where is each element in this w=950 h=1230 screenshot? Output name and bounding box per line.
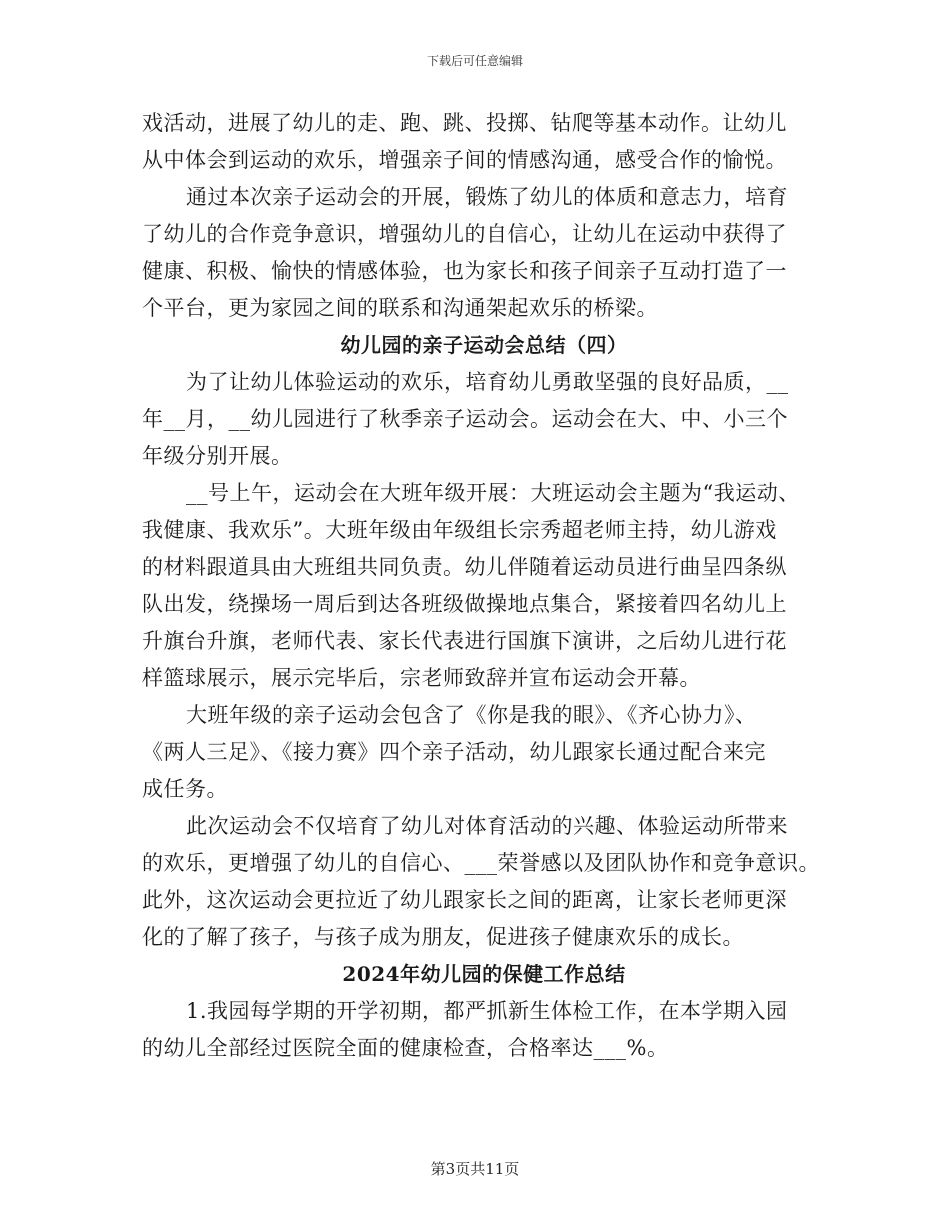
text-line: 健康、积极、愉快的情感体验，也为家长和孩子间亲子互动打造了一 xyxy=(142,259,787,283)
paragraph-start: 此次运动会不仅培育了幼儿对体育活动的兴趣、体验运动所带来 xyxy=(186,814,788,838)
paragraph-start: 为了让幼儿体验运动的欢乐，培育幼儿勇敢坚强的良好品质，__ xyxy=(186,370,789,394)
paragraph-start: 1.我园每学期的开学初期，都严抓新生体检工作，在本学期入园 xyxy=(186,999,788,1023)
text-line: 的欢乐，更增强了幼儿的自信心、___荣誉感以及团队协作和竞争意识。 xyxy=(142,851,820,875)
text-line: 个平台，更为家园之间的联系和沟通架起欢乐的桥梁。 xyxy=(142,296,658,320)
text-line: 《两人三足》、《接力赛》四个亲子活动，幼儿跟家长通过配合来完 xyxy=(142,740,766,764)
paragraph-start: __号上午，运动会在大班年级开展：大班运动会主题为“我运动、 xyxy=(186,481,800,505)
text-line: 年级分别开展。 xyxy=(142,444,293,468)
text-line: 升旗台升旗，老师代表、家长代表进行国旗下演讲，之后幼儿进行花 xyxy=(142,629,787,653)
paragraph-start: 大班年级的亲子运动会包含了《你是我的眼》、《齐心协力》、 xyxy=(186,703,757,727)
text-line: 样篮球展示，展示完毕后，宗老师致辞并宣布运动会开幕。 xyxy=(142,666,701,690)
section-title: 2024年幼儿园的保健工作总结 xyxy=(342,962,626,986)
text-line: 的幼儿全部经过医院全面的健康检查，合格率达___%。 xyxy=(142,1036,669,1060)
text-line: 年__月，__幼儿园进行了秋季亲子运动会。运动会在大、中、小三个 xyxy=(142,407,788,431)
text-line: 戏活动，进展了幼儿的走、跑、跳、投掷、钻爬等基本动作。让幼儿 xyxy=(142,111,787,135)
text-line: 的材料跟道具由大班组共同负责。幼儿伴随着运动员进行曲呈四条纵 xyxy=(142,555,787,579)
page-header: 下载后可任意编辑 xyxy=(426,54,523,68)
text-line: 此外，这次运动会更拉近了幼儿跟家长之间的距离，让家长老师更深 xyxy=(142,888,787,912)
text-line: 了幼儿的合作竞争意识，增强幼儿的自信心，让幼儿在运动中获得了 xyxy=(142,222,787,246)
text-line: 化的了解了孩子，与孩子成为朋友，促进孩子健康欢乐的成长。 xyxy=(142,925,744,949)
page-number: 第3页共11页 xyxy=(430,1160,520,1178)
document-body xyxy=(142,105,822,1067)
section-title: 幼儿园的亲子运动会总结（四） xyxy=(340,333,628,357)
paragraph-start: 通过本次亲子运动会的开展，锻炼了幼儿的体质和意志力，培育 xyxy=(186,185,788,209)
text-line: 从中体会到运动的欢乐，增强亲子间的情感沟通，感受合作的愉悦。 xyxy=(142,148,787,172)
text-line: 队出发，绕操场一周后到达各班级做操地点集合，紧接着四名幼儿上 xyxy=(142,592,787,616)
text-line: 我健康、我欢乐”。大班年级由年级组长宗秀超老师主持，幼儿游戏 xyxy=(142,518,777,542)
text-line: 成任务。 xyxy=(142,777,228,801)
